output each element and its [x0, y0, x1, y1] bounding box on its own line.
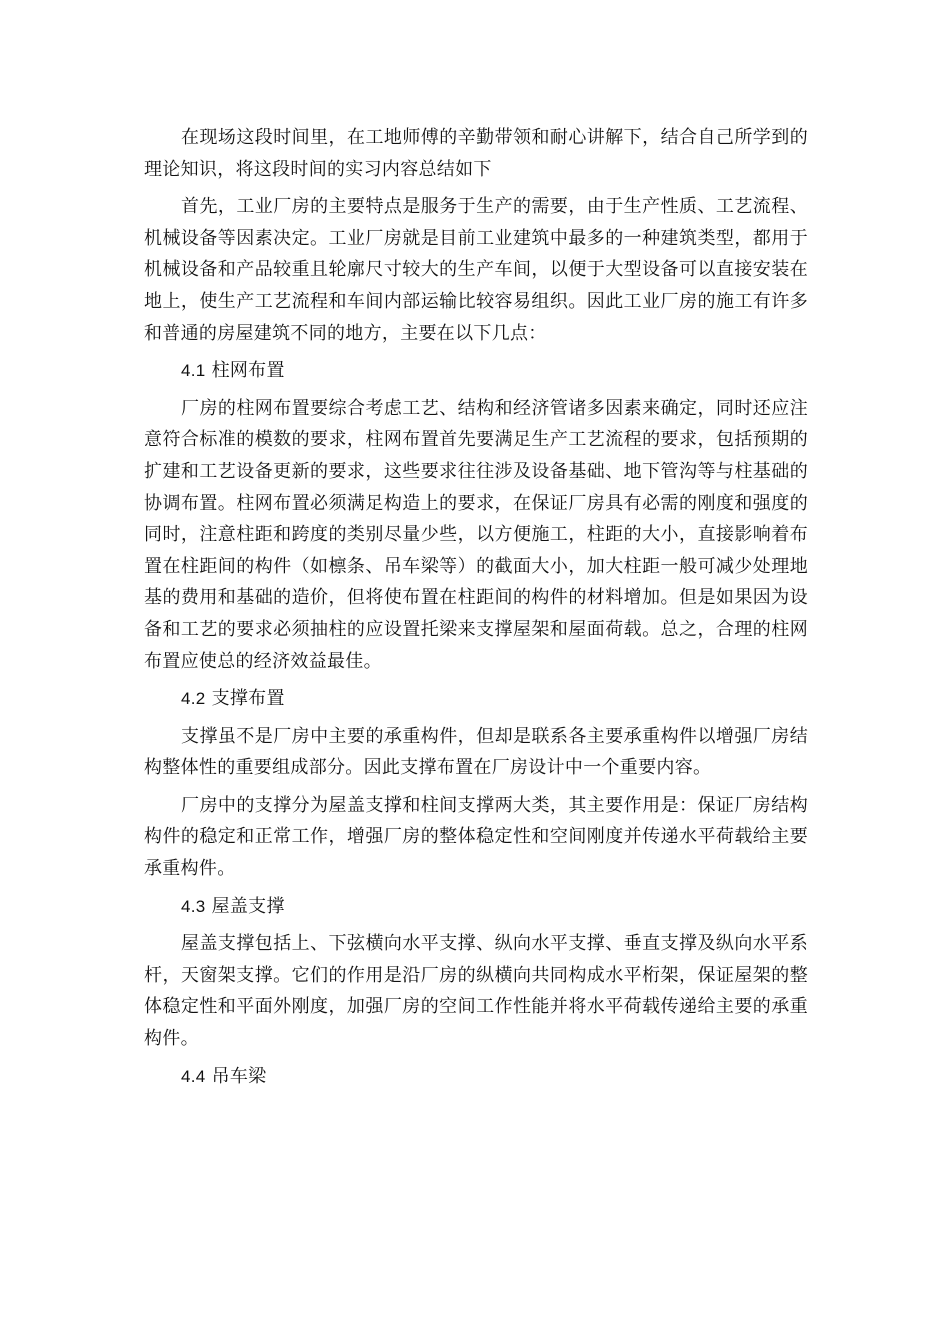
section-title: 屋盖支撑 [211, 895, 285, 917]
section-4-1-body: 厂房的柱网布置要综合考虑工艺、结构和经济管诸多因素来确定，同时还应注意符合标准的模数的要求，柱网布置首先要满足生产工艺流程的要求，包括预期的扩建和工艺设备更新的要求，这些要求往往涉及设备基础、地下管沟等与柱基础的协调布置。柱网布置必须满足构造上的要求，在保证厂房具有必需的刚度和强度的同时，注意柱距和跨度的类别尽量少些，以方便施工，柱距的大小，直接影响着布置在柱距间的构件（如檩条、吊车梁等）的截面大小，加大柱距一般可减少处理地基的费用和基础的造价，但将使布置在柱距间的构件的材料增加。但是如果因为设备和工艺的要求必须抽柱的应设置托梁来支撑屋架和屋面荷载。总之，合理的柱网布置应使总的经济效益最佳。 [144, 397, 808, 672]
section-heading-4-3 [144, 891, 808, 923]
section-title: 吊车梁 [211, 1065, 267, 1087]
section-number: 4.1 [181, 361, 206, 381]
section-4-2-body-2: 厂房中的支撑分为屋盖支撑和柱间支撑两大类，其主要作用是：保证厂房结构构件的稳定和正常工作，增强厂房的整体稳定性和空间刚度并传递水平荷载给主要承重构件。 [144, 794, 808, 880]
paragraph-industrial-building: 首先，工业厂房的主要特点是服务于生产的需要，由于生产性质、工艺流程、机械设备等因素决定。工业厂房就是目前工业建筑中最多的一种建筑类型，都用于机械设备和产品较重且轮廓尺寸较大的生产车间，以便于大型设备可以直接安装在地上，使生产工艺流程和车间内部运输比较容易组织。因此工业厂房的施工有许多和普通的房屋建筑不同的地方，主要在以下几点： [144, 196, 808, 344]
section-title: 支撑布置 [211, 688, 285, 710]
section-number: 4.4 [181, 1066, 206, 1086]
intro-paragraph: 在现场这段时间里，在工地师傅的辛勤带领和耐心讲解下，结合自己所学到的理论知识，将这段时间的实习内容总结如下 [144, 127, 808, 180]
section-heading-4-4 [144, 1061, 808, 1093]
section-heading-4-1 [144, 355, 808, 387]
section-heading-4-2 [144, 683, 808, 715]
section-4-3-body: 屋盖支撑包括上、下弦横向水平支撑、纵向水平支撑、垂直支撑及纵向水平系杆，天窗架支撑。它们的作用是沿厂房的纵横向共同构成水平桁架，保证屋架的整体稳定性和平面外刚度，加强厂房的空间工作性能并将水平荷载传递给主要的承重构件。 [144, 933, 808, 1050]
section-title: 柱网布置 [211, 360, 285, 382]
section-4-2-body-1: 支撑虽不是厂房中主要的承重构件，但却是联系各主要承重构件以增强厂房结构整体性的重要组成部分。因此支撑布置在厂房设计中一个重要内容。 [144, 725, 808, 779]
section-number: 4.3 [181, 896, 206, 916]
section-number: 4.2 [181, 689, 206, 709]
document-page [144, 122, 808, 1092]
